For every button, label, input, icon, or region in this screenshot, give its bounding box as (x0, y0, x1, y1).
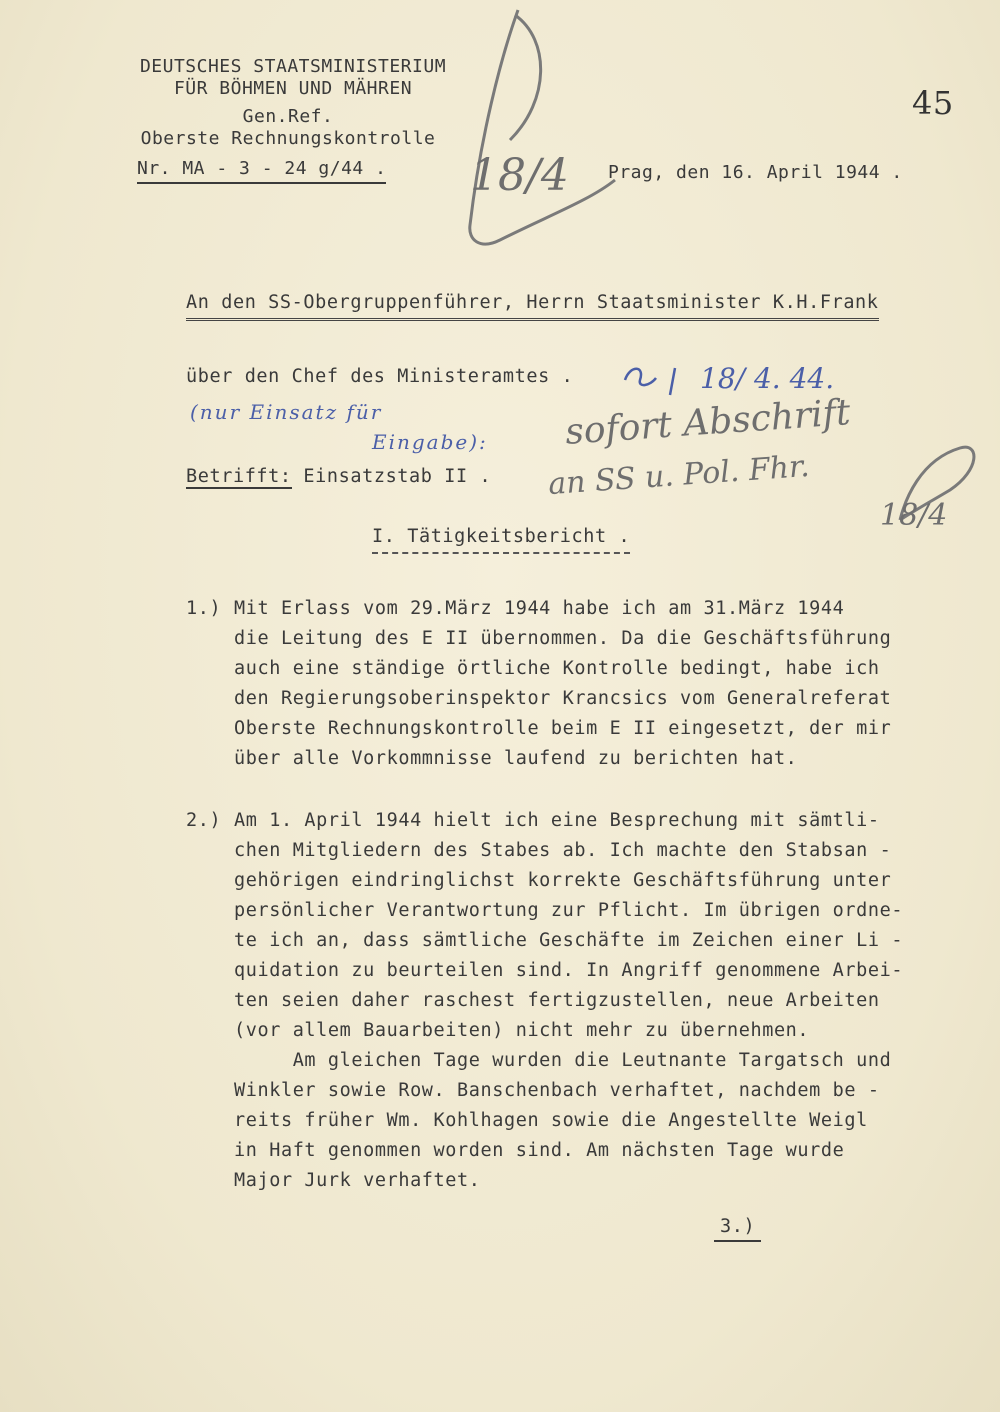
section2-line: Major Jurk verhaftet. (234, 1170, 481, 1191)
pencil-paraph-top-icon (440, 0, 660, 280)
section2-number: 2.) (186, 810, 222, 831)
section1-line: auch eine ständige örtliche Kontrolle bedingt, habe ich (234, 658, 880, 679)
ministry-line2: FÜR BÖHMEN UND MÄHREN (173, 78, 413, 99)
blue-initial-icon (620, 350, 700, 400)
section1-number: 1.) (186, 598, 222, 619)
section2-line: Am gleichen Tage wurden die Leutnante Targatsch und (234, 1050, 892, 1071)
section1-line: Mit Erlass vom 29.März 1944 habe ich am 31.März 1944 (234, 598, 845, 619)
section2-body (234, 810, 903, 1192)
reference-number: Nr. MA - 3 - 24 g/44 . (137, 158, 386, 184)
pencil-note-line2: an SS u. Pol. Fhr. (547, 448, 811, 503)
section2-line: gehörigen eindringlichst korrekte Geschäftsführung unter (234, 870, 892, 891)
addressee (186, 292, 879, 321)
section1-line: die Leitung des E II übernommen. Da die Geschäftsführung (234, 628, 892, 649)
via-line: über den Chef des Ministeramtes . (186, 366, 574, 387)
blue-date-annotation: 18/ 4. 44. (700, 362, 835, 395)
letterhead-ministry (118, 56, 468, 100)
section1-line: über alle Vorkommnisse laufend zu berichten hat. (234, 748, 798, 769)
section2-line: (vor allem Bauarbeiten) nicht mehr zu übernehmen. (234, 1020, 810, 1041)
subject-label: Betrifft: (186, 466, 292, 487)
blue-note-line2: Eingabe): (372, 430, 488, 454)
section2-line: Winkler sowie Row. Banschenbach verhaftet, nachdem be - (234, 1080, 880, 1101)
section2-line: reits früher Wm. Kohlhagen sowie die Angestellte Weigl (234, 1110, 868, 1131)
section2-line: te ich an, dass sämtliche Geschäfte im Zeichen einer Li - (234, 930, 904, 951)
section2-line: chen Mitgliedern des Stabes ab. Ich machte den Stabsan - (234, 840, 892, 861)
subject-line (186, 466, 491, 488)
pencil-initial-date: 18/4 (880, 498, 948, 533)
section1-body (234, 598, 891, 770)
section1-line: den Regierungsoberinspektor Krancsics vom Generalreferat (234, 688, 892, 709)
pencil-note-line1: sofort Abschrift (563, 392, 852, 453)
place-date: Prag, den 16. April 1944 . (608, 162, 903, 183)
pencil-date-top: 18/4 (470, 150, 569, 201)
letterhead-department (118, 106, 458, 150)
dept-line2: Oberste Rechnungskontrolle (140, 128, 436, 149)
blue-note-line1: (nur Einsatz für (190, 400, 383, 424)
page-number: 45 (912, 84, 954, 122)
section2-line: in Haft genommen worden sind. Am nächsten Tage wurde (234, 1140, 845, 1161)
section2-line: Am 1. April 1944 hielt ich eine Besprechung mit sämtli- (234, 810, 880, 831)
ministry-line1: DEUTSCHES STAATSMINISTERIUM (139, 56, 447, 77)
section1-line: Oberste Rechnungskontrolle beim E II eingesetzt, der mir (234, 718, 892, 739)
report-title: I. Tätigkeitsbericht . (372, 526, 630, 554)
subject-value: Einsatzstab II . (303, 466, 492, 487)
continuation-marker: 3.) (714, 1216, 761, 1242)
dept-line1: Gen.Ref. (242, 106, 334, 127)
addressee-text: An den SS-Obergruppenführer, Herrn Staatsminister K.H.Frank (186, 292, 879, 313)
section2-line: ten seien daher raschest fertigzustellen, neue Arbeiten (234, 990, 880, 1011)
section2-line: quidation zu beurteilen sind. In Angriff genommene Arbei- (234, 960, 904, 981)
section2-line: persönlicher Verantwortung zur Pflicht. Im übrigen ordne- (234, 900, 904, 921)
